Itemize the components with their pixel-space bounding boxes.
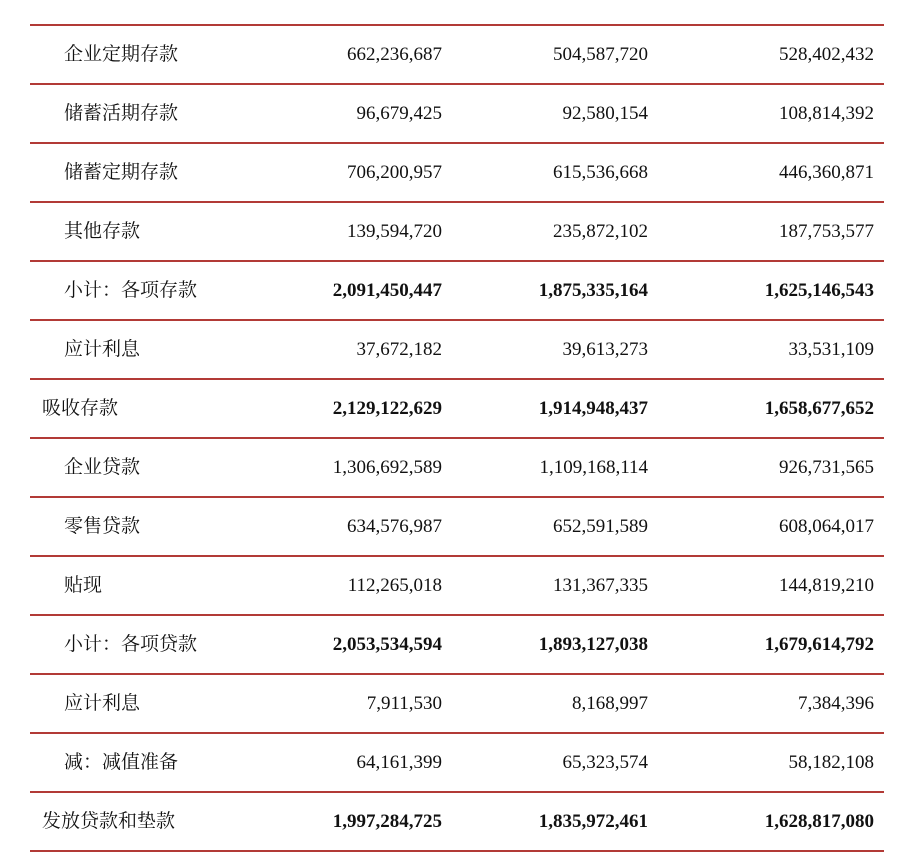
subtotal-row xyxy=(30,616,884,675)
row-label: 储蓄活期存款 xyxy=(64,102,179,124)
row-label: 零售贷款 xyxy=(64,515,141,537)
value-col-3: 108,814,392 xyxy=(779,103,874,124)
row-label: 其他存款 xyxy=(64,220,141,242)
value-col-1: 1,306,692,589 xyxy=(332,457,442,478)
value-col-1: 2,129,122,629 xyxy=(332,398,442,419)
value-col-1: 1,997,284,725 xyxy=(332,811,442,832)
row-label: 发放贷款和垫款 xyxy=(42,810,176,832)
value-col-3: 1,628,817,080 xyxy=(764,811,874,832)
value-col-2: 1,109,168,114 xyxy=(539,457,648,478)
value-col-3: 187,753,577 xyxy=(779,221,874,242)
value-col-1: 2,053,534,594 xyxy=(332,634,442,655)
value-col-1: 96,679,425 xyxy=(356,103,442,124)
value-col-2: 92,580,154 xyxy=(562,103,648,124)
value-col-2: 1,835,972,461 xyxy=(538,811,648,832)
value-col-2: 615,536,668 xyxy=(553,162,648,183)
value-col-3: 33,531,109 xyxy=(788,339,874,360)
table-row xyxy=(30,85,884,144)
row-label: 小计：各项存款 xyxy=(64,279,198,301)
total-row xyxy=(30,380,884,439)
value-col-1: 7,911,530 xyxy=(366,693,442,714)
value-col-3: 608,064,017 xyxy=(779,516,874,537)
table-row xyxy=(30,734,884,793)
value-col-2: 131,367,335 xyxy=(553,575,648,596)
value-col-2: 8,168,997 xyxy=(572,693,648,714)
value-col-3: 58,182,108 xyxy=(788,752,874,773)
value-col-1: 112,265,018 xyxy=(347,575,442,596)
row-label: 企业贷款 xyxy=(64,456,141,478)
value-col-3: 144,819,210 xyxy=(779,575,874,596)
row-label: 储蓄定期存款 xyxy=(64,161,179,183)
value-col-1: 662,236,687 xyxy=(347,44,442,65)
value-col-3: 446,360,871 xyxy=(779,162,874,183)
table-row xyxy=(30,557,884,616)
value-col-3: 7,384,396 xyxy=(798,693,874,714)
row-label: 应计利息 xyxy=(64,692,141,714)
value-col-2: 504,587,720 xyxy=(553,44,648,65)
value-col-1: 64,161,399 xyxy=(356,752,442,773)
table-row xyxy=(30,439,884,498)
value-col-1: 37,672,182 xyxy=(356,339,442,360)
value-col-1: 2,091,450,447 xyxy=(332,280,442,301)
table-row xyxy=(30,24,884,85)
value-col-2: 1,914,948,437 xyxy=(538,398,648,419)
table-row xyxy=(30,203,884,262)
row-label: 贴现 xyxy=(64,574,103,596)
financial-table xyxy=(30,24,884,852)
table-row xyxy=(30,321,884,380)
row-label: 吸收存款 xyxy=(42,397,119,419)
value-col-3: 1,679,614,792 xyxy=(764,634,874,655)
value-col-2: 1,875,335,164 xyxy=(538,280,648,301)
table-row xyxy=(30,675,884,734)
value-col-2: 65,323,574 xyxy=(562,752,648,773)
value-col-2: 39,613,273 xyxy=(562,339,648,360)
value-col-3: 1,658,677,652 xyxy=(764,398,874,419)
row-label: 应计利息 xyxy=(64,338,141,360)
value-col-2: 652,591,589 xyxy=(553,516,648,537)
table-row xyxy=(30,144,884,203)
subtotal-row xyxy=(30,262,884,321)
value-col-3: 1,625,146,543 xyxy=(764,280,874,301)
value-col-1: 706,200,957 xyxy=(347,162,442,183)
value-col-1: 139,594,720 xyxy=(347,221,442,242)
value-col-2: 1,893,127,038 xyxy=(538,634,648,655)
value-col-2: 235,872,102 xyxy=(553,221,648,242)
row-label: 减：减值准备 xyxy=(64,751,179,773)
total-row xyxy=(30,793,884,852)
value-col-1: 634,576,987 xyxy=(347,516,442,537)
row-label: 小计：各项贷款 xyxy=(64,633,198,655)
value-col-3: 528,402,432 xyxy=(779,44,874,65)
row-label: 企业定期存款 xyxy=(64,43,179,65)
table-row xyxy=(30,498,884,557)
value-col-3: 926,731,565 xyxy=(779,457,874,478)
